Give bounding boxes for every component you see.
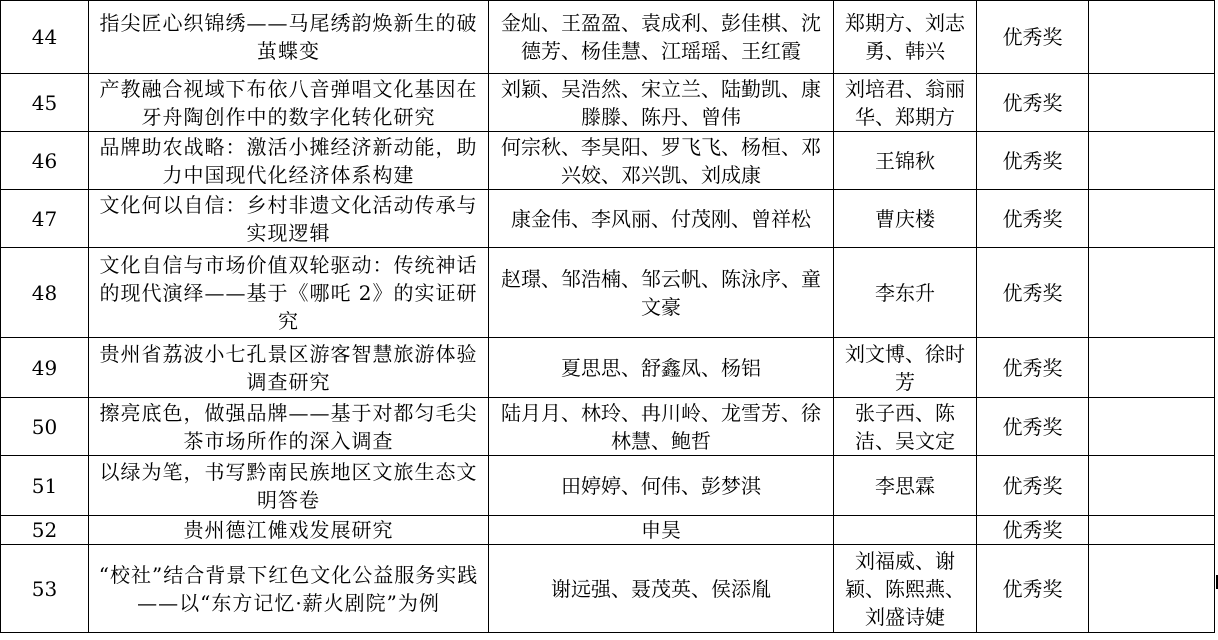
award: 优秀奖 <box>977 456 1089 516</box>
award: 优秀奖 <box>977 338 1089 398</box>
team-members: 刘颖、吴浩然、宋立兰、陆勤凯、康滕滕、陈丹、曾伟 <box>489 74 834 132</box>
table-row <box>1 1 1215 74</box>
award: 优秀奖 <box>977 545 1089 633</box>
award: 优秀奖 <box>977 398 1089 456</box>
table-row <box>1 516 1215 545</box>
award: 优秀奖 <box>977 248 1089 338</box>
row-number: 48 <box>1 248 89 338</box>
advisor: 李东升 <box>834 248 977 338</box>
award: 优秀奖 <box>977 74 1089 132</box>
row-number: 53 <box>1 545 89 633</box>
row-number: 52 <box>1 516 89 545</box>
row-number: 44 <box>1 1 89 74</box>
team-members: 何宗秋、李昊阳、罗飞飞、杨桓、邓兴姣、邓兴凯、刘成康 <box>489 132 834 190</box>
project-title: 擦亮底色，做强品牌——基于对都匀毛尖茶市场所作的深入调查 <box>89 398 489 456</box>
row-number: 45 <box>1 74 89 132</box>
extra-cell <box>1089 398 1215 456</box>
row-number: 47 <box>1 190 89 248</box>
row-number: 50 <box>1 398 89 456</box>
table-row <box>1 132 1215 190</box>
extra-cell <box>1089 516 1215 545</box>
table-row <box>1 545 1215 633</box>
award: 优秀奖 <box>977 1 1089 74</box>
row-number: 49 <box>1 338 89 398</box>
table-row <box>1 248 1215 338</box>
advisor <box>834 516 977 545</box>
project-title: 指尖匠心织锦绣——马尾绣韵焕新生的破茧蝶变 <box>89 1 489 74</box>
award: 优秀奖 <box>977 190 1089 248</box>
table-row <box>1 398 1215 456</box>
table-row <box>1 456 1215 516</box>
extra-cell <box>1089 545 1215 633</box>
team-members: 康金伟、李风丽、付茂刚、曾祥松 <box>489 190 834 248</box>
extra-cell <box>1089 74 1215 132</box>
project-title: 文化何以自信：乡村非遗文化活动传承与实现逻辑 <box>89 190 489 248</box>
advisor: 刘福威、谢颖、陈熙燕、刘盛诗婕 <box>834 545 977 633</box>
extra-cell <box>1089 1 1215 74</box>
project-title: 文化自信与市场价值双轮驱动：传统神话的现代演绎——基于《哪吒 2》的实证研究 <box>89 248 489 338</box>
team-members: 申昊 <box>489 516 834 545</box>
project-title: 贵州德江傩戏发展研究 <box>89 516 489 545</box>
project-title: 品牌助农战略：激活小摊经济新动能，助力中国现代化经济体系构建 <box>89 132 489 190</box>
advisor: 刘文博、徐时芳 <box>834 338 977 398</box>
project-title: 产教融合视域下布依八音弹唱文化基因在牙舟陶创作中的数字化转化研究 <box>89 74 489 132</box>
extra-cell <box>1089 132 1215 190</box>
extra-cell <box>1089 190 1215 248</box>
team-members: 陆月月、林玲、冉川岭、龙雪芳、徐林慧、鲍哲 <box>489 398 834 456</box>
extra-cell <box>1089 248 1215 338</box>
award: 优秀奖 <box>977 132 1089 190</box>
project-title: 贵州省荔波小七孔景区游客智慧旅游体验调查研究 <box>89 338 489 398</box>
table-row <box>1 338 1215 398</box>
extra-cell <box>1089 338 1215 398</box>
project-title: “校社”结合背景下红色文化公益服务实践——以“东方记忆·薪火剧院”为例 <box>89 545 489 633</box>
table-row <box>1 190 1215 248</box>
row-number: 51 <box>1 456 89 516</box>
extra-cell <box>1089 456 1215 516</box>
award: 优秀奖 <box>977 516 1089 545</box>
row-number: 46 <box>1 132 89 190</box>
advisor: 王锦秋 <box>834 132 977 190</box>
project-title: 以绿为笔，书写黔南民族地区文旅生态文明答卷 <box>89 456 489 516</box>
advisor: 李思霖 <box>834 456 977 516</box>
team-members: 赵璟、邹浩楠、邹云帆、陈泳序、童文豪 <box>489 248 834 338</box>
advisor: 郑期方、刘志勇、韩兴 <box>834 1 977 74</box>
advisor: 曹庆楼 <box>834 190 977 248</box>
table-row <box>1 74 1215 132</box>
team-members: 谢远强、聂茂英、侯添胤 <box>489 545 834 633</box>
team-members: 田婷婷、何伟、彭梦淇 <box>489 456 834 516</box>
team-members: 夏思思、舒鑫凤、杨铝 <box>489 338 834 398</box>
advisor: 刘培君、翁丽华、郑期方 <box>834 74 977 132</box>
team-members: 金灿、王盈盈、袁成利、彭佳棋、沈德芳、杨佳慧、江瑶瑶、王红霞 <box>489 1 834 74</box>
advisor: 张子西、陈洁、吴文定 <box>834 398 977 456</box>
